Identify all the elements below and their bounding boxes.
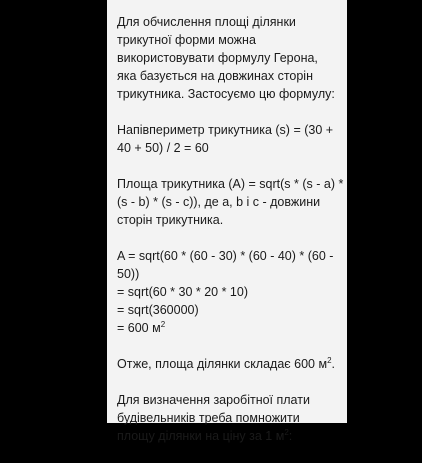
calculation-lines: A = sqrt(60 * (60 - 30) * (60 - 40) * (60 - 50)) = sqrt(60 * 30 * 20 * 10) = sqrt(360000) = 600 м	[117, 249, 334, 335]
area-result-text: Отже, площа ділянки складає 600 м	[117, 357, 328, 371]
calculation-unit-exponent: 2	[160, 319, 166, 329]
semiperimeter-paragraph: Напівпериметр трикутника (s) = (30 + 40 + 50) / 2 = 60	[117, 123, 334, 155]
area-result-paragraph	[117, 355, 349, 373]
intro-paragraph: Для обчислення площі ділянки трикутної форми можна використовувати формулу Герона, яка базується на довжинах сторін трикутника. Застосуємо цю формулу:	[117, 15, 335, 101]
wage-text: Для визначення заробітної плати будівельників треба помножити площу ділянки на ціну за 1 м	[117, 393, 310, 443]
answer-text	[117, 13, 349, 463]
wage-end: :	[288, 429, 293, 443]
heron-formula-paragraph: Площа трикутника (A) = sqrt(s * (s - a) * (s - b) * (s - c)), де a, b і c - довжини сторін трикутника.	[117, 177, 344, 227]
wage-exponent: 2	[284, 427, 289, 437]
answer-panel	[107, 0, 347, 443]
wage-paragraph	[117, 391, 349, 445]
calculation-paragraph	[117, 247, 349, 337]
area-result-end: .	[331, 357, 336, 371]
area-result-exponent: 2	[327, 355, 332, 365]
